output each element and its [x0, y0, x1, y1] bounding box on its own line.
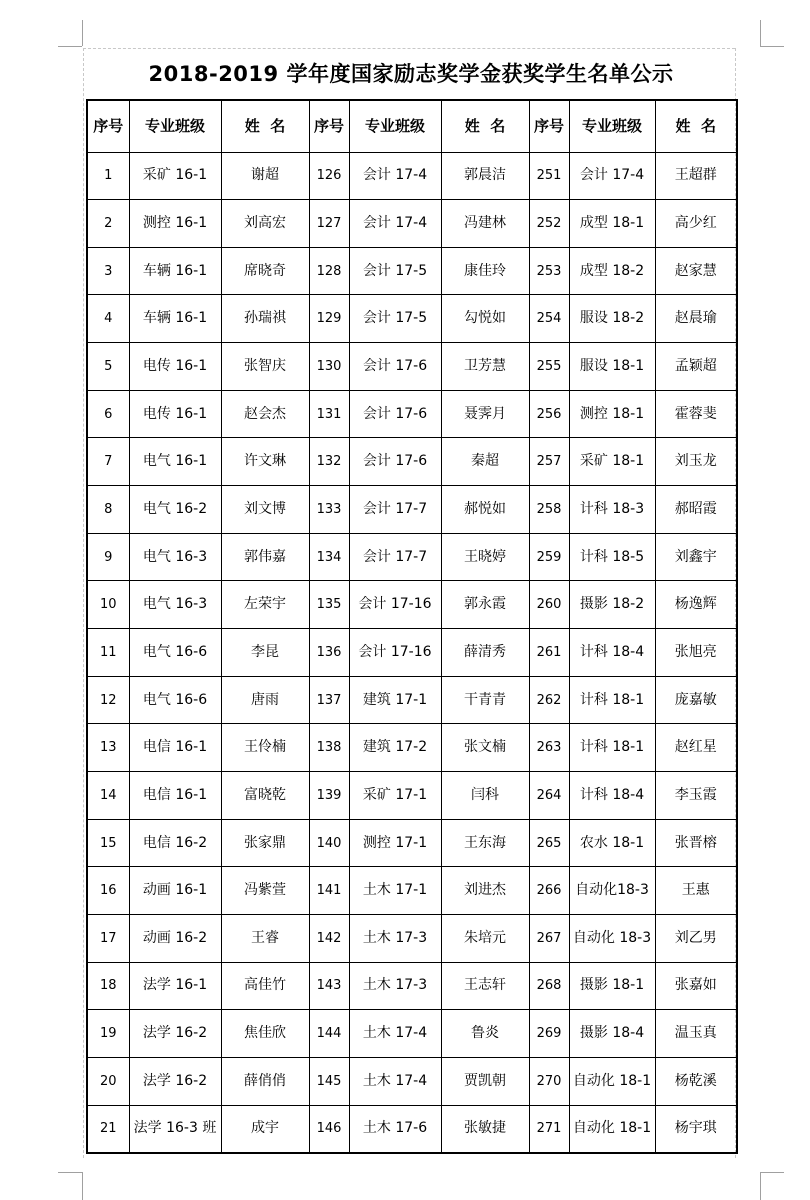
cell-major: 摄影 18-4 [569, 1010, 655, 1058]
cell-seq: 260 [529, 581, 569, 629]
table-row [87, 629, 737, 677]
cell-major: 会计 17-6 [349, 390, 441, 438]
cell-seq: 146 [309, 1105, 349, 1153]
cell-seq: 127 [309, 200, 349, 248]
cell-seq: 141 [309, 867, 349, 915]
cell-name: 郝悦如 [441, 486, 529, 534]
cell-seq: 132 [309, 438, 349, 486]
table-row [87, 772, 737, 820]
table-row [87, 1105, 737, 1153]
page-margin-left [83, 48, 84, 1158]
cell-seq: 257 [529, 438, 569, 486]
cell-major: 电信 16-1 [129, 724, 221, 772]
cell-major: 会计 17-16 [349, 629, 441, 677]
cell-name: 刘高宏 [221, 200, 309, 248]
cell-major: 电信 16-2 [129, 819, 221, 867]
cell-seq: 13 [87, 724, 129, 772]
cell-name: 康佳玲 [441, 247, 529, 295]
cell-seq: 21 [87, 1105, 129, 1153]
cell-major: 电气 16-3 [129, 581, 221, 629]
cell-seq: 10 [87, 581, 129, 629]
header-seq: 序号 [87, 100, 129, 152]
cell-major: 计科 18-3 [569, 486, 655, 534]
cell-major: 土木 17-3 [349, 915, 441, 963]
cell-seq: 271 [529, 1105, 569, 1153]
cell-seq: 4 [87, 295, 129, 343]
cell-seq: 251 [529, 152, 569, 200]
cell-name: 薛清秀 [441, 629, 529, 677]
cell-major: 土木 17-3 [349, 962, 441, 1010]
cell-name: 郭晨洁 [441, 152, 529, 200]
cell-name: 贾凯朝 [441, 1057, 529, 1105]
table-row [87, 1057, 737, 1105]
cell-name: 郭伟嘉 [221, 533, 309, 581]
cell-seq: 261 [529, 629, 569, 677]
cell-name: 朱培元 [441, 915, 529, 963]
cell-seq: 267 [529, 915, 569, 963]
cell-name: 成宇 [221, 1105, 309, 1153]
cell-name: 郭永霞 [441, 581, 529, 629]
cell-seq: 126 [309, 152, 349, 200]
cell-seq: 11 [87, 629, 129, 677]
cell-seq: 256 [529, 390, 569, 438]
table-header-row [87, 100, 737, 152]
cell-major: 自动化18-3 [569, 867, 655, 915]
table-row [87, 676, 737, 724]
cell-major: 服设 18-2 [569, 295, 655, 343]
cell-name: 温玉真 [655, 1010, 737, 1058]
cell-seq: 140 [309, 819, 349, 867]
cell-major: 成型 18-1 [569, 200, 655, 248]
cell-seq: 1 [87, 152, 129, 200]
cell-name: 杨乾溪 [655, 1057, 737, 1105]
cell-name: 席晓奇 [221, 247, 309, 295]
cell-seq: 143 [309, 962, 349, 1010]
table-row [87, 819, 737, 867]
cell-name: 薛俏俏 [221, 1057, 309, 1105]
award-roster-table [86, 99, 738, 1154]
cell-name: 李玉霞 [655, 772, 737, 820]
cell-major: 土木 17-6 [349, 1105, 441, 1153]
cell-name: 刘鑫宇 [655, 533, 737, 581]
cell-name: 富晓乾 [221, 772, 309, 820]
cell-major: 会计 17-7 [349, 486, 441, 534]
cell-seq: 270 [529, 1057, 569, 1105]
cell-name: 刘玉龙 [655, 438, 737, 486]
cell-seq: 12 [87, 676, 129, 724]
cell-name: 郝昭霞 [655, 486, 737, 534]
cell-name: 王晓婷 [441, 533, 529, 581]
cell-seq: 128 [309, 247, 349, 295]
table-row [87, 724, 737, 772]
cell-name: 高少红 [655, 200, 737, 248]
cell-major: 法学 16-2 [129, 1010, 221, 1058]
cell-name: 勾悦如 [441, 295, 529, 343]
cell-name: 庞嘉敏 [655, 676, 737, 724]
cell-name: 张家鼎 [221, 819, 309, 867]
crop-mark [760, 46, 784, 47]
table-row [87, 581, 737, 629]
cell-seq: 255 [529, 343, 569, 391]
cell-major: 农水 18-1 [569, 819, 655, 867]
cell-seq: 6 [87, 390, 129, 438]
cell-major: 摄影 18-2 [569, 581, 655, 629]
table-row [87, 200, 737, 248]
cell-name: 张文楠 [441, 724, 529, 772]
table-row [87, 915, 737, 963]
cell-name: 杨宇琪 [655, 1105, 737, 1153]
cell-seq: 136 [309, 629, 349, 677]
cell-name: 孙瑞祺 [221, 295, 309, 343]
cell-major: 电气 16-6 [129, 629, 221, 677]
cell-major: 会计 17-4 [349, 200, 441, 248]
cell-major: 电传 16-1 [129, 390, 221, 438]
cell-seq: 9 [87, 533, 129, 581]
cell-name: 聂霁月 [441, 390, 529, 438]
cell-name: 左荣宇 [221, 581, 309, 629]
cell-seq: 253 [529, 247, 569, 295]
cell-seq: 265 [529, 819, 569, 867]
crop-mark [760, 1172, 784, 1173]
cell-name: 刘进杰 [441, 867, 529, 915]
cell-seq: 15 [87, 819, 129, 867]
cell-major: 服设 18-1 [569, 343, 655, 391]
cell-name: 王东海 [441, 819, 529, 867]
header-seq: 序号 [309, 100, 349, 152]
cell-major: 采矿 17-1 [349, 772, 441, 820]
cell-seq: 8 [87, 486, 129, 534]
cell-name: 张敏捷 [441, 1105, 529, 1153]
cell-seq: 269 [529, 1010, 569, 1058]
cell-major: 建筑 17-2 [349, 724, 441, 772]
cell-seq: 2 [87, 200, 129, 248]
cell-seq: 142 [309, 915, 349, 963]
cell-major: 会计 17-16 [349, 581, 441, 629]
cell-major: 会计 17-7 [349, 533, 441, 581]
cell-major: 电气 16-3 [129, 533, 221, 581]
cell-major: 会计 17-4 [349, 152, 441, 200]
cell-major: 计科 18-1 [569, 724, 655, 772]
cell-name: 许文琳 [221, 438, 309, 486]
cell-seq: 18 [87, 962, 129, 1010]
cell-major: 成型 18-2 [569, 247, 655, 295]
cell-major: 自动化 18-1 [569, 1057, 655, 1105]
cell-seq: 254 [529, 295, 569, 343]
cell-name: 赵红星 [655, 724, 737, 772]
cell-major: 采矿 18-1 [569, 438, 655, 486]
cell-name: 张晋榕 [655, 819, 737, 867]
cell-name: 赵会杰 [221, 390, 309, 438]
cell-name: 杨逸辉 [655, 581, 737, 629]
cell-seq: 144 [309, 1010, 349, 1058]
cell-seq: 134 [309, 533, 349, 581]
cell-major: 计科 18-4 [569, 629, 655, 677]
crop-mark [82, 1172, 83, 1200]
cell-name: 刘乙男 [655, 915, 737, 963]
cell-major: 摄影 18-1 [569, 962, 655, 1010]
cell-major: 自动化 18-1 [569, 1105, 655, 1153]
table-row [87, 295, 737, 343]
cell-name: 张嘉如 [655, 962, 737, 1010]
cell-major: 土木 17-4 [349, 1057, 441, 1105]
cell-major: 车辆 16-1 [129, 295, 221, 343]
cell-major: 计科 18-4 [569, 772, 655, 820]
cell-name: 刘文博 [221, 486, 309, 534]
table-row [87, 390, 737, 438]
cell-seq: 20 [87, 1057, 129, 1105]
header-major: 专业班级 [569, 100, 655, 152]
table-row [87, 962, 737, 1010]
cell-major: 测控 18-1 [569, 390, 655, 438]
cell-major: 土木 17-1 [349, 867, 441, 915]
cell-seq: 252 [529, 200, 569, 248]
cell-seq: 266 [529, 867, 569, 915]
cell-name: 卫芳慧 [441, 343, 529, 391]
cell-major: 法学 16-3 班 [129, 1105, 221, 1153]
cell-name: 王睿 [221, 915, 309, 963]
cell-seq: 131 [309, 390, 349, 438]
document-title: 2018-2019 学年度国家励志奖学金获奖学生名单公示 [148, 62, 674, 86]
cell-major: 计科 18-5 [569, 533, 655, 581]
cell-name: 王惠 [655, 867, 737, 915]
cell-name: 谢超 [221, 152, 309, 200]
cell-major: 会计 17-5 [349, 295, 441, 343]
cell-name: 鲁炎 [441, 1010, 529, 1058]
cell-seq: 17 [87, 915, 129, 963]
table-row [87, 247, 737, 295]
cell-major: 电信 16-1 [129, 772, 221, 820]
cell-name: 冯建林 [441, 200, 529, 248]
cell-seq: 263 [529, 724, 569, 772]
cell-seq: 138 [309, 724, 349, 772]
cell-major: 会计 17-4 [569, 152, 655, 200]
cell-seq: 3 [87, 247, 129, 295]
cell-name: 王志轩 [441, 962, 529, 1010]
table-row [87, 533, 737, 581]
cell-major: 测控 16-1 [129, 200, 221, 248]
table-row [87, 343, 737, 391]
cell-name: 李昆 [221, 629, 309, 677]
cell-seq: 139 [309, 772, 349, 820]
crop-mark [82, 20, 83, 46]
header-seq: 序号 [529, 100, 569, 152]
cell-major: 电气 16-6 [129, 676, 221, 724]
cell-name: 赵晨瑜 [655, 295, 737, 343]
cell-name: 王超群 [655, 152, 737, 200]
header-name: 姓 名 [655, 100, 737, 152]
cell-seq: 130 [309, 343, 349, 391]
crop-mark [760, 20, 761, 46]
cell-name: 焦佳欣 [221, 1010, 309, 1058]
cell-seq: 16 [87, 867, 129, 915]
cell-name: 闫科 [441, 772, 529, 820]
crop-mark [58, 46, 82, 47]
cell-major: 土木 17-4 [349, 1010, 441, 1058]
header-major: 专业班级 [129, 100, 221, 152]
cell-name: 干青青 [441, 676, 529, 724]
table-row [87, 1010, 737, 1058]
cell-name: 王伶楠 [221, 724, 309, 772]
cell-major: 计科 18-1 [569, 676, 655, 724]
cell-name: 张智庆 [221, 343, 309, 391]
header-name: 姓 名 [441, 100, 529, 152]
page-margin-top [83, 48, 735, 49]
cell-seq: 259 [529, 533, 569, 581]
cell-seq: 137 [309, 676, 349, 724]
cell-major: 电气 16-2 [129, 486, 221, 534]
table-row [87, 152, 737, 200]
crop-mark [58, 1172, 82, 1173]
cell-seq: 19 [87, 1010, 129, 1058]
cell-name: 孟颖超 [655, 343, 737, 391]
cell-seq: 262 [529, 676, 569, 724]
cell-seq: 264 [529, 772, 569, 820]
header-name: 姓 名 [221, 100, 309, 152]
cell-name: 张旭亮 [655, 629, 737, 677]
cell-seq: 14 [87, 772, 129, 820]
header-major: 专业班级 [349, 100, 441, 152]
cell-name: 唐雨 [221, 676, 309, 724]
cell-seq: 7 [87, 438, 129, 486]
table-row [87, 486, 737, 534]
cell-major: 电传 16-1 [129, 343, 221, 391]
cell-seq: 135 [309, 581, 349, 629]
cell-major: 建筑 17-1 [349, 676, 441, 724]
cell-name: 赵家慧 [655, 247, 737, 295]
table-row [87, 438, 737, 486]
cell-seq: 145 [309, 1057, 349, 1105]
cell-major: 自动化 18-3 [569, 915, 655, 963]
cell-seq: 258 [529, 486, 569, 534]
cell-name: 秦超 [441, 438, 529, 486]
cell-seq: 133 [309, 486, 349, 534]
cell-name: 冯紫萱 [221, 867, 309, 915]
cell-major: 会计 17-6 [349, 438, 441, 486]
crop-mark [760, 1172, 761, 1200]
cell-major: 测控 17-1 [349, 819, 441, 867]
cell-name: 高佳竹 [221, 962, 309, 1010]
cell-major: 车辆 16-1 [129, 247, 221, 295]
table-row [87, 867, 737, 915]
cell-major: 动画 16-2 [129, 915, 221, 963]
cell-major: 动画 16-1 [129, 867, 221, 915]
cell-name: 霍蓉斐 [655, 390, 737, 438]
cell-seq: 5 [87, 343, 129, 391]
cell-major: 采矿 16-1 [129, 152, 221, 200]
cell-major: 电气 16-1 [129, 438, 221, 486]
cell-major: 会计 17-5 [349, 247, 441, 295]
cell-major: 会计 17-6 [349, 343, 441, 391]
cell-major: 法学 16-1 [129, 962, 221, 1010]
cell-major: 法学 16-2 [129, 1057, 221, 1105]
cell-seq: 129 [309, 295, 349, 343]
cell-seq: 268 [529, 962, 569, 1010]
